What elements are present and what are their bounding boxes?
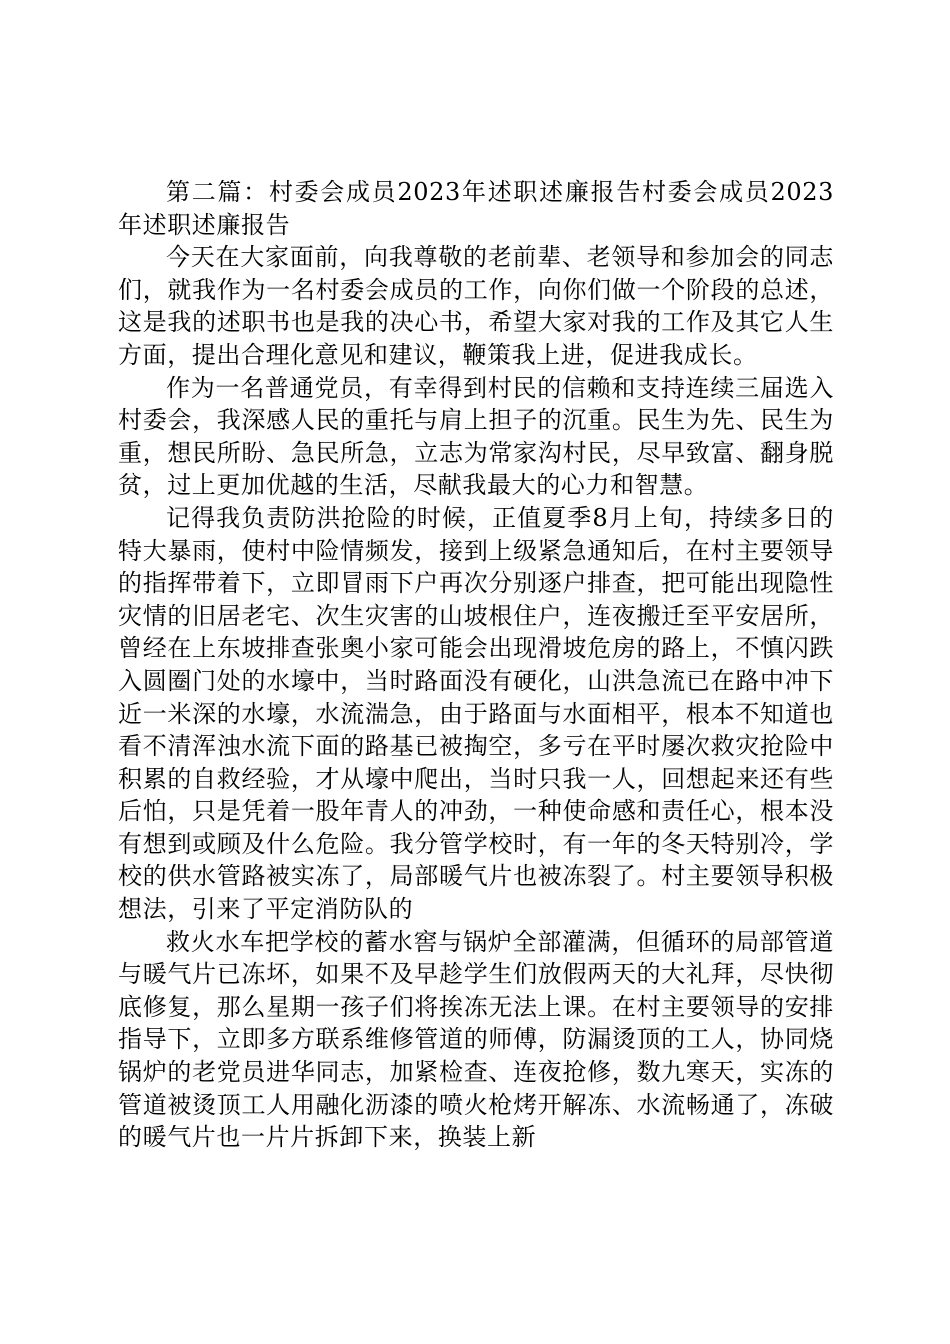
document-title-paragraph: 第二篇：村委会成员2023年述职述廉报告村委会成员2023年述职述廉报告	[118, 178, 834, 239]
body-paragraph: 记得我负责防洪抢险的时候，正值夏季8月上旬，持续多日的特大暴雨，使村中险情频发，接到上级紧急通知后，在村主要领导的指挥带着下，立即冒雨下户再次分别逐户排查，把可能出现隐性灾情的旧居老宅、次生灾害的山坡根住户，连夜搬迁至平安居所，曾经在上东坡排查张奥小家可能会出现滑坡危房的路上，不慎闪跌入圆圈门处的水壕中，当时路面没有硬化，山洪急流已在路中冲下近一米深的水壕，水流湍急，由于路面与水面相平，根本不知道也看不清浑浊水流下面的路基已被掏空，多亏在平时屡次救灾抢险中积累的自救经验，才从壕中爬出，当时只我一人，回想起来还有些后怕，只是凭着一股年青人的冲劲，一种使命感和责任心，根本没有想到或顾及什么危险。我分管学校时，有一年的冬天特别冷，学校的供水管路被实冻了，局部暖气片也被冻裂了。村主要领导积极想法，引来了平定消防队的	[118, 503, 834, 924]
document-body	[118, 176, 834, 1154]
body-paragraph: 作为一名普通党员，有幸得到村民的信赖和支持连续三届选入村委会，我深感人民的重托与肩上担子的沉重。民生为先、民生为重，想民所盼、急民所急，立志为常家沟村民，尽早致富、翻身脱贫，过上更加优越的生活，尽献我最大的心力和智慧。	[118, 373, 834, 500]
body-paragraph: 救火水车把学校的蓄水窖与锅炉全部灌满，但循环的局部管道与暖气片已冻坏，如果不及早趁学生们放假两天的大礼拜，尽快彻底修复，那么星期一孩子们将挨冻无法上课。在村主要领导的安排指导下，立即多方联系维修管道的师傅，防漏烫顶的工人，协同烧锅炉的老党员进华同志，加紧检查、连夜抢修，数九寒天，实冻的管道被烫顶工人用融化沥漆的喷火枪烤开解冻、水流畅通了，冻破的暖气片也一片片拆卸下来，换装上新	[118, 927, 834, 1152]
body-paragraph: 今天在大家面前，向我尊敬的老前辈、老领导和参加会的同志们，就我作为一名村委会成员的工作，向你们做一个阶段的总述，这是我的述职书也是我的决心书，希望大家对我的工作及其它人生方面，提出合理化意见和建议，鞭策我上进，促进我成长。	[118, 243, 834, 369]
